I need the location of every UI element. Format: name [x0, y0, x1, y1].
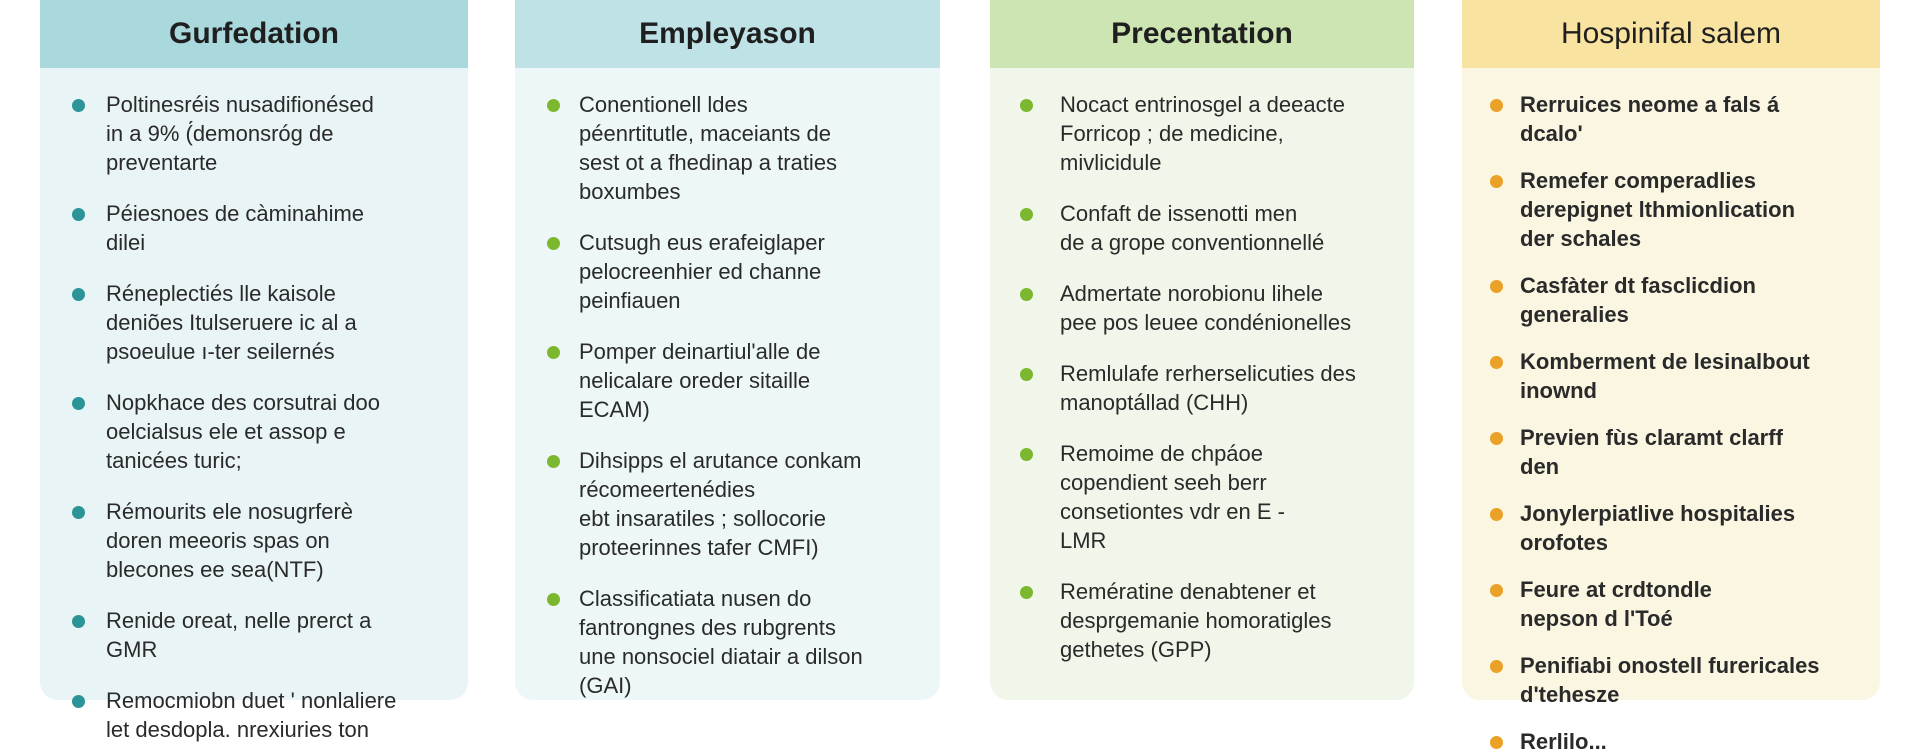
bullet-text: Confaft de issenotti men de a grope conventionnellé: [1060, 201, 1325, 255]
bullet-item: [1020, 359, 1414, 417]
bullet-dot-icon: [1490, 660, 1503, 673]
column-card: [990, 0, 1414, 700]
column-title: Precentation: [990, 0, 1414, 68]
bullet-text: Admertate norobionu lihele pee pos leuee condénionelles: [1060, 281, 1352, 335]
bullet-dot-icon: [1020, 208, 1033, 221]
bullet-item: [547, 228, 940, 315]
bullet-item: [1020, 90, 1414, 177]
bullet-text: Remoime de chpáoe copendient seeh berr consetiontes vdr en E - LMR: [1060, 441, 1286, 553]
bullet-text: Remlulafe rerherselicuties des manoptállad (CHH): [1060, 361, 1356, 415]
bullet-item: [72, 90, 468, 177]
bullet-text: Cutsugh eus erafeiglaper pelocreenhier ed channe peinfiauen: [579, 230, 825, 313]
bullet-text: Nopkhace des corsutrai doo oelcialsus ele et assop e tanicées turic;: [106, 390, 380, 473]
bullet-dot-icon: [1020, 368, 1033, 381]
bullet-dot-icon: [72, 288, 85, 301]
bullet-text: Conentionell ldes péenrtitutle, maceiants de sest ot a fhedinap a traties boxumbes: [579, 92, 838, 204]
bullet-text: Casfàter dt fasclicdion generalies: [1520, 273, 1756, 327]
bullet-item: [72, 497, 468, 584]
bullet-item: [547, 584, 940, 700]
bullet-dot-icon: [72, 208, 85, 221]
bullet-item: [1020, 439, 1414, 555]
bullet-text: Nocact entrinosgel a deeacte Forricop ; de medicine, mivlicidule: [1060, 92, 1345, 175]
bullet-dot-icon: [72, 615, 85, 628]
bullet-text: Classificatiata nusen do fantrongnes des rubgrents une nonsociel diatair a dilson (GAI): [579, 586, 863, 698]
column-title: Empleyason: [515, 0, 940, 68]
bullet-item: [1490, 423, 1880, 481]
bullet-item: [1490, 651, 1880, 709]
bullet-dot-icon: [72, 397, 85, 410]
bullet-dot-icon: [1020, 288, 1033, 301]
bullet-item: [72, 388, 468, 475]
bullet-item: [1490, 727, 1880, 756]
bullet-text: Komberment de lesinalbout inownd: [1520, 349, 1810, 403]
bullet-item: [1490, 347, 1880, 405]
bullet-dot-icon: [1490, 432, 1503, 445]
bullet-text: Rémourits ele nosugrferè doren meeoris spas on blecones ee sea(NTF): [106, 499, 354, 582]
bullet-text: Penifiabi onostell furericales d'tehesze: [1520, 653, 1820, 707]
bullet-item: [1490, 499, 1880, 557]
bullet-item: [547, 446, 940, 562]
bullet-dot-icon: [1020, 586, 1033, 599]
bullet-dot-icon: [1490, 175, 1503, 188]
bullet-dot-icon: [72, 99, 85, 112]
bullet-text: Pomper deinartiul'alle de nelicalare oreder sitaille ECAM): [579, 339, 821, 422]
bullet-item: [1490, 90, 1880, 148]
bullet-item: [1490, 575, 1880, 633]
bullet-item: [1020, 199, 1414, 257]
bullet-item: [72, 606, 468, 664]
bullet-dot-icon: [1490, 508, 1503, 521]
bullet-text: Réneplectiés lle kaisole deniões Itulseruere ic al a psoeulue ı-ter seilernés: [106, 281, 357, 364]
bullet-dot-icon: [1490, 584, 1503, 597]
bullet-dot-icon: [1490, 736, 1503, 749]
column-title: Gurfedation: [40, 0, 468, 68]
bullet-dot-icon: [547, 237, 560, 250]
column-list: [40, 68, 468, 744]
bullet-item: [1490, 166, 1880, 253]
bullet-dot-icon: [1490, 280, 1503, 293]
bullet-text: Dihsipps el arutance conkam récomeertenédies ebt insaratiles ; sollocorie proteerinnes tafer CMFI): [579, 448, 862, 560]
bullet-text: Rerlilo...: [1520, 729, 1607, 754]
bullet-dot-icon: [1490, 356, 1503, 369]
bullet-item: [547, 337, 940, 424]
bullet-item: [1020, 577, 1414, 664]
bullet-dot-icon: [72, 695, 85, 708]
bullet-text: Péiesnoes de càminahime dilei: [106, 201, 365, 255]
bullet-dot-icon: [547, 99, 560, 112]
bullet-text: Poltinesréis nusadifionésed in a 9% (́demonsróg de preventarte: [106, 92, 374, 175]
bullet-dot-icon: [1020, 99, 1033, 112]
bullet-dot-icon: [1490, 99, 1503, 112]
column-card: [1462, 0, 1880, 754]
column-list: [1462, 68, 1880, 756]
bullet-text: Remératine denabtener et desprgemanie homoratigles gethetes (GPP): [1060, 579, 1332, 662]
bullet-dot-icon: [547, 455, 560, 468]
bullet-text: Renide oreat, nelle prerct a GMR: [106, 608, 372, 662]
column-title: Hospinifal salem: [1462, 0, 1880, 68]
bullet-text: Rerruices neome a fals á dcalo': [1520, 92, 1780, 146]
bullet-item: [1490, 271, 1880, 329]
bullet-item: [72, 279, 468, 366]
bullet-item: [72, 199, 468, 257]
column-card: [515, 0, 940, 700]
bullet-text: Remefer comperadlies derepignet lthmionlication der schales: [1520, 168, 1796, 251]
bullet-text: Feure at crdtondle nepson d l'Toé: [1520, 577, 1712, 631]
bullet-dot-icon: [72, 506, 85, 519]
bullet-text: Jonylerpiatlive hospitalies orofotes: [1520, 501, 1796, 555]
bullet-item: [72, 686, 468, 744]
bullet-dot-icon: [1020, 448, 1033, 461]
bullet-item: [547, 90, 940, 206]
bullet-text: Remocmiobn duet ' nonlaliere let desdopla. nrexiuries ton: [106, 688, 397, 742]
bullet-dot-icon: [547, 346, 560, 359]
bullet-dot-icon: [547, 593, 560, 606]
column-list: [990, 68, 1414, 664]
column-card: [40, 0, 468, 742]
bullet-item: [1020, 279, 1414, 337]
column-list: [515, 68, 940, 700]
bullet-text: Previen fùs claramt clarff den: [1520, 425, 1783, 479]
